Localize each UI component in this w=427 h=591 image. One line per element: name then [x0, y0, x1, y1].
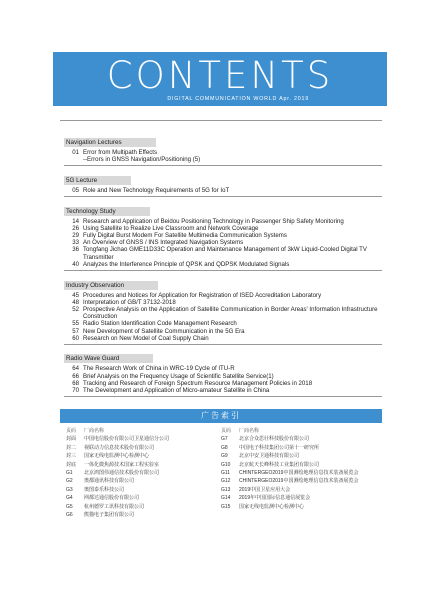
- section-divider: [64, 270, 382, 271]
- section-divider: [64, 196, 382, 197]
- table-of-contents: [64, 131, 382, 400]
- ad-index-row: [221, 469, 376, 477]
- article-title: Brief Analysis on the Frequency Usage of Scientific Satellite Service(1): [83, 372, 274, 380]
- page-number: 57: [72, 327, 79, 335]
- article-title: Radio Station Identification Code Management Research: [83, 320, 237, 328]
- ad-index-row: [66, 486, 221, 494]
- ad-index-row: [221, 444, 376, 452]
- page-number: 26: [72, 224, 79, 232]
- ad-index-row: [221, 503, 376, 511]
- toc-entry[interactable]: [64, 335, 382, 342]
- article-title: Tracking and Research of Foreign Spectrum Resource Management Policies in 2018: [83, 379, 313, 387]
- ad-index-row: [66, 461, 221, 469]
- ad-company-name: 国家无线电监测中心检测中心: [239, 503, 305, 510]
- page-number: 64: [72, 365, 79, 373]
- ad-page-code: G9: [221, 453, 228, 460]
- toc-section: [64, 347, 382, 396]
- section-heading: Industry Observation: [64, 281, 158, 290]
- page-number: 05: [72, 186, 79, 194]
- ad-index-row: [66, 494, 221, 502]
- article-title: Prospective Analysis on the Application of Satellite Communication in Border Areas' Information Infrastructure Construction: [83, 305, 378, 321]
- ad-company-name: 一体化微焦源技术国家工程实验室: [84, 461, 160, 468]
- ad-index-row: [221, 435, 376, 443]
- toc-section: [64, 169, 382, 197]
- section-divider: [64, 344, 382, 345]
- article-title: Interpretation of GB/T 37132-2018: [83, 298, 176, 306]
- section-divider: [64, 165, 382, 166]
- page-number: 55: [72, 320, 79, 328]
- page-number: 52: [72, 305, 79, 313]
- ad-index-row: [66, 444, 221, 452]
- ad-index-row: [66, 511, 221, 519]
- top-divider: [60, 120, 382, 121]
- contents-title: CONTENTS: [106, 54, 334, 97]
- toc-entry[interactable]: [64, 387, 382, 394]
- ad-header-code: 页码: [221, 428, 232, 434]
- toc-entry[interactable]: [64, 320, 382, 327]
- page-number: 40: [72, 260, 79, 268]
- toc-section: [64, 274, 382, 345]
- toc-entry[interactable]: [64, 246, 382, 260]
- ad-company-name: 奥图泰乐科技公司: [84, 486, 125, 493]
- ad-index-right-column: [221, 427, 376, 519]
- ad-page-code: G5: [66, 503, 73, 510]
- ad-index-row: [66, 435, 221, 443]
- article-title: New Development of Satellite Communication in the 5G Era: [83, 327, 245, 335]
- toc-entry[interactable]: [64, 299, 382, 306]
- ad-company-name: 熊猫电子集团有限公司: [84, 512, 135, 519]
- ad-index-header-row: [66, 427, 221, 435]
- ad-page-code: G3: [66, 486, 73, 493]
- issue-subtitle: DIGITAL COMMUNICATION WORLD Apr. 2019: [167, 96, 309, 102]
- ad-company-name: CHINTERGEO2019中国测绘地理信息技术装备展览会: [239, 470, 359, 477]
- ad-company-name: 国家无线电监测中心检测中心: [84, 453, 150, 460]
- ad-index-row: [221, 477, 376, 485]
- page-number: 01: [72, 149, 79, 156]
- ad-company-name: 中国电信股份有限公司卫星通信分公司: [84, 436, 170, 443]
- article-title: Role and New Technology Requirements of 5G for IoT: [83, 186, 230, 194]
- ad-company-name: 中国电子科技集团公司第十一研究所: [239, 444, 320, 451]
- article-title: Tongfang Jichao GME11D33C Operation and Maintenance Management of 3kW Liquid-Cooled Digital TV Transmitter: [83, 246, 367, 261]
- ad-index-row: [221, 494, 376, 502]
- toc-entry[interactable]: [64, 225, 382, 232]
- toc-entry[interactable]: [64, 149, 382, 156]
- ad-header-name: 厂商名称: [84, 428, 105, 434]
- ad-page-code: G12: [221, 478, 231, 485]
- ad-page-code: G2: [66, 478, 73, 485]
- contents-banner: [53, 52, 387, 106]
- page-number: 36: [72, 246, 79, 254]
- toc-entry[interactable]: [64, 306, 382, 320]
- ad-page-code: G4: [66, 495, 73, 502]
- ad-index-left-column: [66, 427, 221, 519]
- ad-company-name: 网都达通信股份有限公司: [84, 495, 140, 502]
- ad-index-row: [66, 477, 221, 485]
- ad-index: [60, 409, 382, 519]
- toc-entry[interactable]: [64, 239, 382, 246]
- page-number: 68: [72, 379, 79, 387]
- toc-entry[interactable]: [64, 261, 382, 268]
- section-heading: 5G Lecture: [64, 176, 131, 185]
- ad-page-code: 封二: [66, 444, 77, 451]
- section-heading: Radio Wave Guard: [64, 354, 153, 363]
- ad-header-name: 厂商名称: [239, 428, 260, 434]
- page-number: 33: [72, 239, 79, 247]
- ad-company-name: 2019年中国国际信息通信展览会: [239, 495, 311, 502]
- article-title: The Development and Application of Micro-amateur Satellite in China: [83, 387, 270, 395]
- article-title: Error from Multipath Effects: [83, 149, 158, 156]
- ad-index-row: [66, 503, 221, 511]
- ad-index-row: [221, 452, 376, 460]
- page-number: 66: [72, 372, 79, 380]
- ad-page-code: 封三: [66, 453, 77, 460]
- toc-entry[interactable]: [64, 328, 382, 335]
- ad-page-code: G1: [66, 470, 73, 477]
- toc-entry[interactable]: [64, 380, 382, 387]
- ad-company-name: 杭州德罗工讯科技有限公司: [84, 503, 145, 510]
- ad-page-code: 封底: [66, 461, 77, 468]
- toc-entry[interactable]: [64, 187, 382, 194]
- section-divider: [64, 396, 382, 397]
- toc-entry[interactable]: [64, 232, 382, 239]
- page-number: 70: [72, 387, 79, 395]
- page-number: 14: [72, 217, 79, 225]
- ad-page-code: G7: [221, 436, 228, 443]
- page-number: [64, 156, 83, 163]
- article-title: The Research Work of China in WRC-19 Cycle of ITU-R: [83, 365, 235, 373]
- page-number: 29: [72, 232, 79, 240]
- ad-index-row: [221, 461, 376, 469]
- toc-entry[interactable]: [64, 218, 382, 225]
- article-title: Procedures and Notices for Application for Registration of ISED Accreditation Laboratory: [83, 291, 322, 299]
- ad-page-code: G8: [221, 444, 228, 451]
- ad-index-header-row: [221, 427, 376, 435]
- ad-index-row: [221, 486, 376, 494]
- article-title: --Errors in GNSS Navigation/Positioning (5): [83, 156, 201, 164]
- ad-page-code: 封面: [66, 436, 77, 443]
- toc-entry[interactable]: [64, 365, 382, 372]
- toc-entry[interactable]: [64, 292, 382, 299]
- page-number: 60: [72, 334, 79, 342]
- article-title: Analyzes the Interference Principle of QPSK and QDPSK Modulated Signals: [83, 260, 290, 268]
- section-heading: Navigation Lectures: [64, 138, 156, 147]
- article-title: An Overview of GNSS / INS Integrated Navigation Systems: [83, 239, 244, 247]
- page-number: 45: [72, 291, 79, 299]
- ad-company-name: CHINTERGEO2019中国测绘地理信息技术装备展览会: [239, 478, 359, 485]
- ad-company-name: 北京合众思壮科技股份有限公司: [239, 436, 310, 443]
- ad-index-row: [66, 452, 221, 460]
- ad-page-code: G11: [221, 470, 231, 477]
- ad-company-name: 奥都通讯科技有限公司: [84, 478, 135, 485]
- ad-company-name: 北京中安卫通科技有限公司: [239, 453, 300, 460]
- article-title: Research and Application of Beidou Positioning Technology in Passenger Ship Safety Monitoring: [83, 217, 344, 225]
- ad-company-name: 2019中国卫星应用大会: [239, 486, 291, 493]
- article-title: Using Satellite to Realize Live Classroom and Network Coverage: [83, 224, 259, 232]
- article-title: Fully Digital Burst Modem For Satellite Multimedia Communication Systems: [83, 232, 287, 240]
- toc-entry[interactable]: [64, 156, 382, 163]
- ad-page-code: G10: [221, 461, 231, 468]
- ad-page-code: G15: [221, 503, 231, 510]
- ad-page-code: G14: [221, 495, 231, 502]
- ad-header-code: 页码: [66, 428, 77, 434]
- article-title: Research on New Model of Coal Supply Chain: [83, 334, 209, 342]
- ad-company-name: 北京航天长峰科技工业集团有限公司: [239, 461, 320, 468]
- ad-company-name: 视联动力信息技术股份有限公司: [84, 444, 155, 451]
- ad-company-name: 北京鸿图伟通信技术股份有限公司: [84, 470, 160, 477]
- ad-page-code: G6: [66, 512, 73, 519]
- ad-page-code: G13: [221, 486, 231, 493]
- ad-index-title: 广告索引: [60, 409, 382, 423]
- toc-entry[interactable]: [64, 373, 382, 380]
- section-heading: Technology Study: [64, 207, 150, 216]
- toc-section: [64, 200, 382, 271]
- ad-index-row: [66, 469, 221, 477]
- page-number: 48: [72, 298, 79, 306]
- toc-section: [64, 131, 382, 166]
